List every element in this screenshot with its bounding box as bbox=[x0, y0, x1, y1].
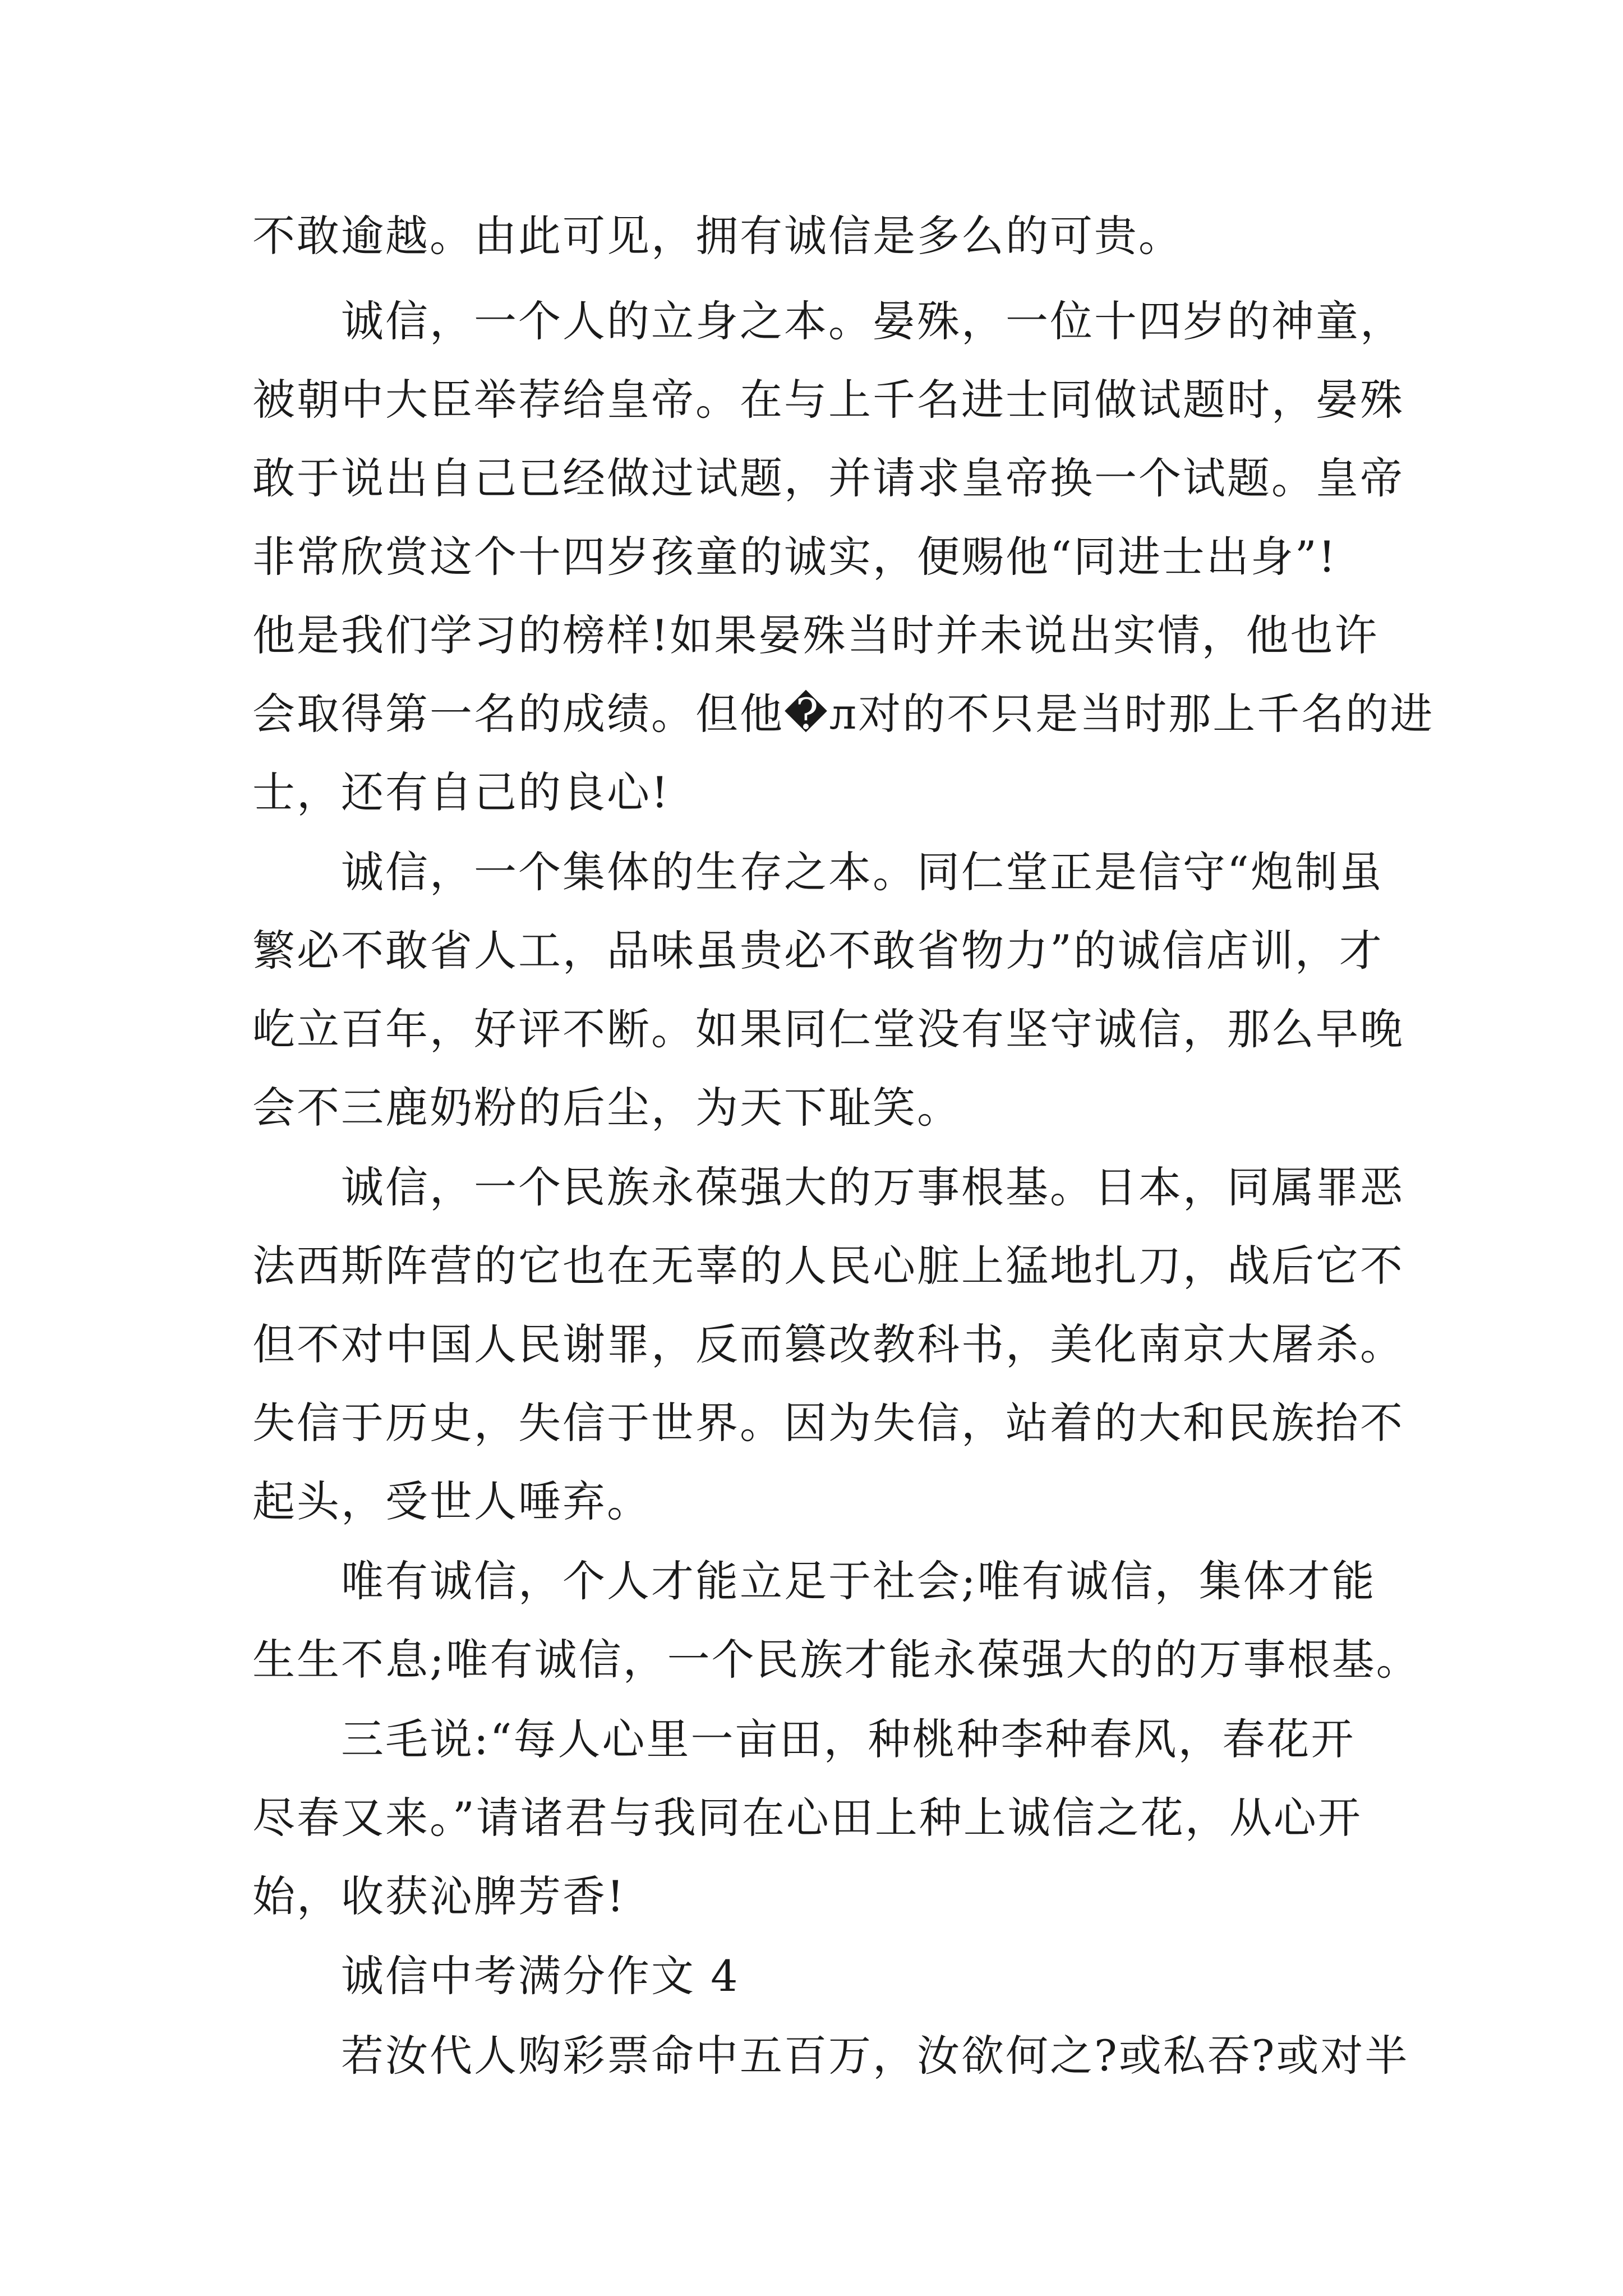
text-line: 但不对中国人民谢罪，反而篡改教科书，美化南京大屠杀。 bbox=[252, 1319, 1404, 1369]
paragraph-start-line: 诚信，一个民族永葆强大的万事根基。日本，同属罪恶 bbox=[341, 1162, 1404, 1212]
paragraph-start-line: 诚信，一个集体的生存之本。同仁堂正是信守“炮制虽 bbox=[341, 847, 1384, 897]
text-line: 敢于说出自己已经做过试题，并请求皇帝换一个试题。皇帝 bbox=[252, 453, 1404, 503]
text-line: 非常欣赏这个十四岁孩童的诚实，便赐他“同进士出身”! bbox=[252, 532, 1338, 582]
text-line: 会不三鹿奶粉的后尘，为天下耻笑。 bbox=[252, 1083, 961, 1133]
text-line: 被朝中大臣举荐给皇帝。在与上千名进士同做试题时，晏殊 bbox=[252, 375, 1404, 425]
section-heading: 诚信中考满分作文 4 bbox=[341, 1951, 740, 2001]
paragraph-start-line: 若汝代人购彩票命中五百万，汝欲何之?或私吞?或对半 bbox=[341, 2031, 1409, 2081]
text-line: 屹立百年，好评不断。如果同仁堂没有坚守诚信，那么早晚 bbox=[252, 1004, 1404, 1054]
text-line: 会取得第一名的成绩。但他�л对的不只是当时那上千名的进 bbox=[252, 689, 1435, 739]
paragraph-start-line: 唯有诚信，个人才能立足于社会;唯有诚信，集体才能 bbox=[341, 1556, 1376, 1606]
text-line: 繁必不敢省人工，品味虽贵必不敢省物力”的诚信店训，才 bbox=[252, 926, 1384, 976]
text-line: 他是我们学习的榜样!如果晏殊当时并未说出实情，他也许 bbox=[252, 610, 1379, 660]
text-line: 始，收获沁脾芳香! bbox=[252, 1871, 626, 1921]
text-line: 尽春又来。”请诸君与我同在心田上种上诚信之花，从心开 bbox=[252, 1793, 1362, 1843]
text-line: 法西斯阵营的它也在无辜的人民心脏上猛地扎刀，战后它不 bbox=[252, 1241, 1404, 1291]
text-line: 起头，受世人唾弃。 bbox=[252, 1476, 651, 1526]
text-line: 不敢逾越。由此可见，拥有诚信是多么的可贵。 bbox=[252, 211, 1183, 261]
text-line: 士，还有自己的良心! bbox=[252, 767, 670, 817]
paragraph-start-line: 诚信，一个人的立身之本。晏殊，一位十四岁的神童， bbox=[341, 296, 1404, 346]
text-line: 生生不息;唯有诚信，一个民族才能永葆强大的的万事根基。 bbox=[252, 1635, 1421, 1685]
paragraph-start-line: 三毛说:“每人心里一亩田，种桃种李种春风，春花开 bbox=[341, 1714, 1355, 1764]
text-line: 失信于历史，失信于世界。因为失信，站着的大和民族抬不 bbox=[252, 1398, 1404, 1448]
